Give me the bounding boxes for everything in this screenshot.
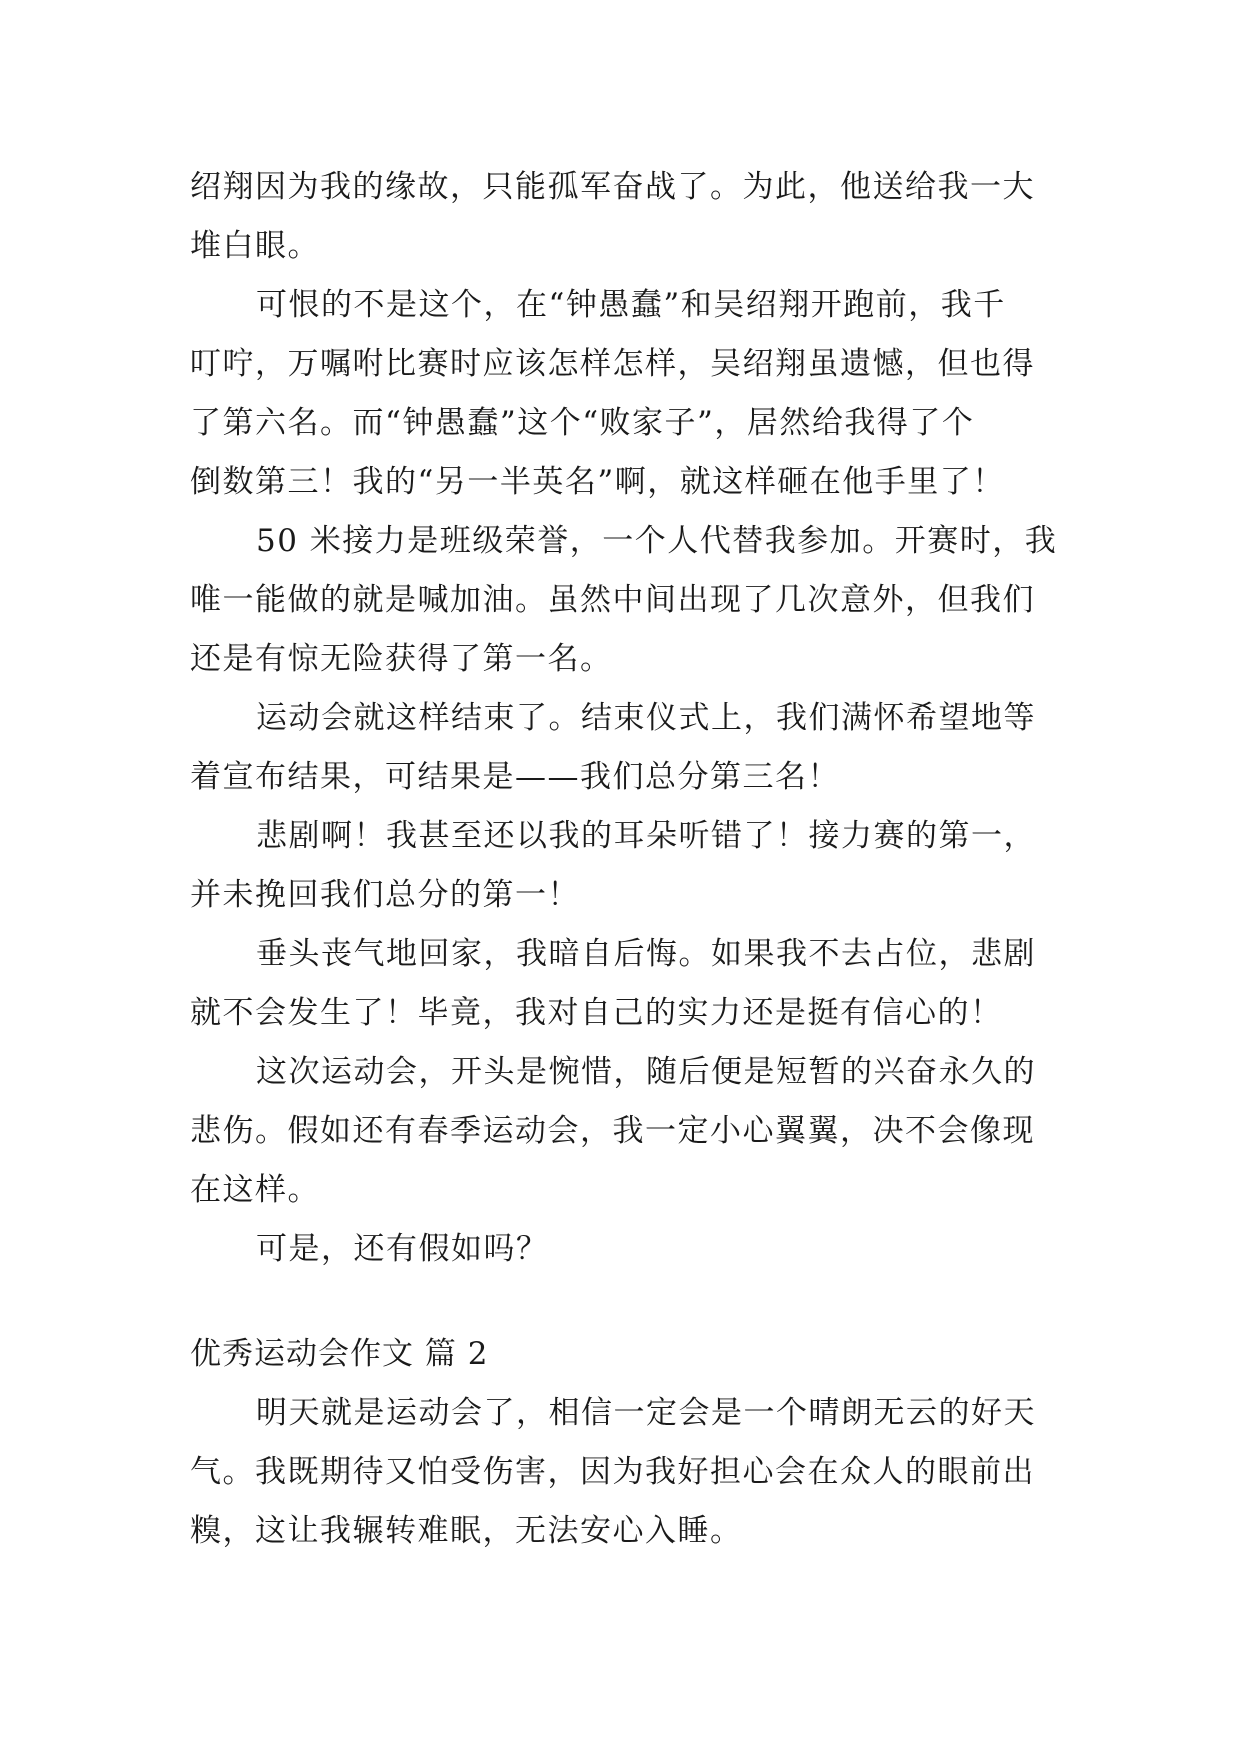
paragraph <box>190 1043 1060 1220</box>
paragraph <box>190 807 1060 925</box>
document-page <box>190 158 1060 1561</box>
paragraph <box>190 158 1060 276</box>
text-line: 可恨的不是这个，在“钟愚蠢”和吴绍翔开跑前，我千 <box>256 287 1006 323</box>
text-line: 悲伤。假如还有春季运动会，我一定小心翼翼，决不会像现 <box>190 1113 1035 1149</box>
paragraph <box>190 925 1060 1043</box>
text-line: 垂头丧气地回家，我暗自后悔。如果我不去占位，悲剧 <box>256 936 1036 972</box>
text-line: 明天就是运动会了，相信一定会是一个晴朗无云的好天 <box>256 1395 1036 1431</box>
text-line: 叮咛，万嘱咐比赛时应该怎样怎样，吴绍翔虽遗憾，但也得 <box>190 346 1035 382</box>
section-title: 优秀运动会作文 篇 2 <box>190 1336 489 1372</box>
text-line: 唯一能做的就是喊加油。虽然中间出现了几次意外，但我们 <box>190 582 1035 618</box>
text-line: 在这样。 <box>190 1172 320 1208</box>
text-line: 这次运动会，开头是惋惜，随后便是短暂的兴奋永久的 <box>256 1054 1036 1090</box>
paragraph <box>190 689 1060 807</box>
text-line: 50 米接力是班级荣誉，一个人代替我参加。开赛时，我 <box>256 523 1058 559</box>
paragraph <box>190 1384 1060 1561</box>
paragraph <box>190 1220 1060 1279</box>
text-line: 着宣布结果，可结果是——我们总分第三名！ <box>190 759 840 795</box>
section-gap <box>190 1279 1060 1325</box>
text-line: 气。我既期待又怕受伤害，因为我好担心会在众人的眼前出 <box>190 1454 1035 1490</box>
text-line: 还是有惊无险获得了第一名。 <box>190 641 613 677</box>
text-line: 就不会发生了！毕竟，我对自己的实力还是挺有信心的！ <box>190 995 1003 1031</box>
text-line: 倒数第三！我的“另一半英名”啊，就这样砸在他手里了！ <box>190 464 1005 500</box>
text-line: 了第六名。而“钟愚蠢”这个“败家子”，居然给我得了个 <box>190 405 975 441</box>
text-line: 绍翔因为我的缘故，只能孤军奋战了。为此，他送给我一大 <box>190 169 1035 205</box>
text-line: 堆白眼。 <box>190 228 320 264</box>
text-line: 可是，还有假如吗？ <box>256 1231 549 1267</box>
paragraph <box>190 276 1060 512</box>
text-line: 糗，这让我辗转难眠，无法安心入睡。 <box>190 1513 743 1549</box>
text-line: 运动会就这样结束了。结束仪式上，我们满怀希望地等 <box>256 700 1036 736</box>
text-line: 悲剧啊！我甚至还以我的耳朵听错了！接力赛的第一， <box>256 818 1036 854</box>
text-line: 并未挽回我们总分的第一！ <box>190 877 580 913</box>
paragraph <box>190 512 1060 689</box>
